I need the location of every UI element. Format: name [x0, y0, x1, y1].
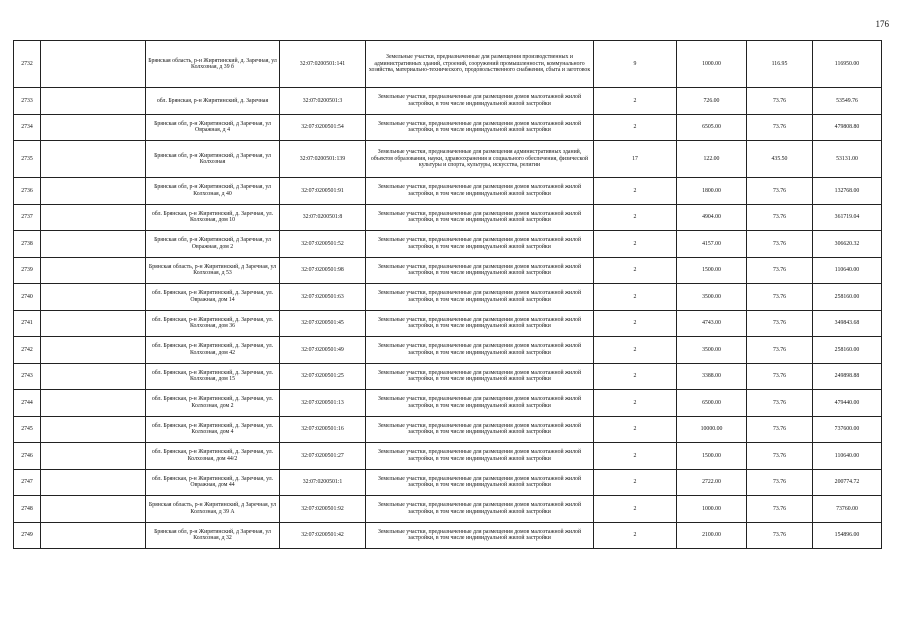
- blank-cell: [41, 88, 146, 115]
- address-cell: Брянская область, р-н Жирятинский, д Заречная, ул Колхозная, д 39 А: [146, 496, 280, 523]
- address-cell: обл. Брянская, р-н Жирятинский, д. Заречная, ул. Колхозная, дом 10: [146, 204, 280, 231]
- use-group-code-cell: 2: [594, 522, 677, 549]
- table-row: [14, 390, 882, 417]
- table-row: [14, 416, 882, 443]
- use-group-code-cell: 2: [594, 337, 677, 364]
- row-number-cell: 2747: [14, 469, 41, 496]
- blank-cell: [41, 204, 146, 231]
- table-row: [14, 363, 882, 390]
- page-number: 176: [875, 19, 889, 29]
- address-cell: Брянская обл, р-н Жирятинский, д Заречная, ул Овражная, дом 2: [146, 231, 280, 258]
- table-row: [14, 443, 882, 470]
- land-use-cell: Земельные участки, предназначенные для размещения домов малоэтажной жилой застройки, в том числе индивидуальной жилой застройки: [366, 257, 594, 284]
- use-group-code-cell: 2: [594, 231, 677, 258]
- use-group-code-cell: 2: [594, 257, 677, 284]
- specific-value-cell: 73.76: [747, 284, 813, 311]
- use-group-code-cell: 2: [594, 88, 677, 115]
- address-cell: обл. Брянская, р-н Жирятинский, д. Заречная, ул. Колхозная, дом 2: [146, 390, 280, 417]
- address-cell: обл. Брянская, р-н Жирятинский, д. Заречная, ул. Колхозная, дом 42: [146, 337, 280, 364]
- cadastral-number-cell: 32:07:0200501:3: [280, 88, 366, 115]
- use-group-code-cell: 17: [594, 141, 677, 178]
- cadastral-number-cell: 32:07:0200501:91: [280, 178, 366, 205]
- table-row: [14, 310, 882, 337]
- table-row: [14, 469, 882, 496]
- use-group-code-cell: 2: [594, 469, 677, 496]
- address-cell: Брянская обл, р-н Жирятинский, д Заречная, ул Колхозная, д 32: [146, 522, 280, 549]
- cadastral-value-cell: 53549.76: [813, 88, 882, 115]
- row-number-cell: 2740: [14, 284, 41, 311]
- row-number-cell: 2732: [14, 41, 41, 88]
- use-group-code-cell: 9: [594, 41, 677, 88]
- blank-cell: [41, 178, 146, 205]
- area-cell: 2100.00: [677, 522, 747, 549]
- cadastral-number-cell: 32:07:0200501:13: [280, 390, 366, 417]
- specific-value-cell: 116.95: [747, 41, 813, 88]
- address-cell: обл. Брянская, р-н Жирятинский, д. Заречная, ул. Овражная, дом 44: [146, 469, 280, 496]
- cadastral-value-cell: 479440.00: [813, 390, 882, 417]
- specific-value-cell: 73.76: [747, 257, 813, 284]
- area-cell: 2722.00: [677, 469, 747, 496]
- cadastral-value-table: [13, 40, 882, 549]
- cadastral-value-cell: 132768.00: [813, 178, 882, 205]
- cadastral-number-cell: 32:07:0200501:98: [280, 257, 366, 284]
- use-group-code-cell: 2: [594, 310, 677, 337]
- blank-cell: [41, 284, 146, 311]
- address-cell: Брянская обл, р-н Жирятинский, д Заречная, ул Колхозная: [146, 141, 280, 178]
- address-cell: обл. Брянская, р-н Жирятинский, д. Заречная, ул. Колхозная, дом 4: [146, 416, 280, 443]
- land-use-cell: Земельные участки, предназначенные для размещения домов малоэтажной жилой застройки, в том числе индивидуальной жилой застройки: [366, 310, 594, 337]
- address-cell: Брянская обл, р-н Жирятинский, д Заречная, ул Колхозная, д 40: [146, 178, 280, 205]
- area-cell: 3500.00: [677, 284, 747, 311]
- land-use-cell: Земельные участки, предназначенные для размещения производственных и административных зданий, строений, сооружений промышленности, коммунального хозяйства, материально-технического, продовольственного снабжения, сбыта и заготовок: [366, 41, 594, 88]
- address-cell: Брянская обл, р-н Жирятинский, д Заречная, ул Овражная, д 4: [146, 114, 280, 141]
- row-number-cell: 2738: [14, 231, 41, 258]
- cadastral-value-cell: 349843.68: [813, 310, 882, 337]
- specific-value-cell: 73.76: [747, 363, 813, 390]
- specific-value-cell: 73.76: [747, 310, 813, 337]
- blank-cell: [41, 141, 146, 178]
- specific-value-cell: 73.76: [747, 443, 813, 470]
- land-use-cell: Земельные участки, предназначенные для размещения домов малоэтажной жилой застройки, в том числе индивидуальной жилой застройки: [366, 204, 594, 231]
- land-use-cell: Земельные участки, предназначенные для размещения домов малоэтажной жилой застройки, в том числе индивидуальной жилой застройки: [366, 337, 594, 364]
- specific-value-cell: 73.76: [747, 496, 813, 523]
- address-cell: Брянская область, р-н Жирятинский, д Заречная, ул Колхозная, д 53: [146, 257, 280, 284]
- table-row: [14, 88, 882, 115]
- area-cell: 122.00: [677, 141, 747, 178]
- cadastral-value-cell: 116950.00: [813, 41, 882, 88]
- land-use-cell: Земельные участки, предназначенные для размещения домов малоэтажной жилой застройки, в том числе индивидуальной жилой застройки: [366, 416, 594, 443]
- row-number-cell: 2733: [14, 88, 41, 115]
- cadastral-number-cell: 32:07:0200501:139: [280, 141, 366, 178]
- area-cell: 4904.00: [677, 204, 747, 231]
- specific-value-cell: 73.76: [747, 390, 813, 417]
- use-group-code-cell: 2: [594, 114, 677, 141]
- area-cell: 10000.00: [677, 416, 747, 443]
- table-row: [14, 284, 882, 311]
- blank-cell: [41, 337, 146, 364]
- land-use-cell: Земельные участки, предназначенные для размещения домов малоэтажной жилой застройки, в том числе индивидуальной жилой застройки: [366, 363, 594, 390]
- table-body: [14, 41, 882, 549]
- address-cell: обл. Брянская, р-н Жирятинский, д. Заречная, ул. Колхозная, дом 44/2: [146, 443, 280, 470]
- cadastral-number-cell: 32:07:0200501:27: [280, 443, 366, 470]
- table-row: [14, 41, 882, 88]
- use-group-code-cell: 2: [594, 178, 677, 205]
- specific-value-cell: 73.76: [747, 337, 813, 364]
- table-row: [14, 204, 882, 231]
- area-cell: 3388.00: [677, 363, 747, 390]
- blank-cell: [41, 496, 146, 523]
- cadastral-number-cell: 32:07:0200501:45: [280, 310, 366, 337]
- table-row: [14, 231, 882, 258]
- blank-cell: [41, 390, 146, 417]
- row-number-cell: 2749: [14, 522, 41, 549]
- cadastral-value-cell: 53131.00: [813, 141, 882, 178]
- table-row: [14, 141, 882, 178]
- specific-value-cell: 73.76: [747, 178, 813, 205]
- cadastral-number-cell: 32:07:0200501:92: [280, 496, 366, 523]
- area-cell: 1500.00: [677, 257, 747, 284]
- land-use-cell: Земельные участки, предназначенные для размещения домов малоэтажной жилой застройки, в том числе индивидуальной жилой застройки: [366, 390, 594, 417]
- use-group-code-cell: 2: [594, 390, 677, 417]
- cadastral-number-cell: 32:07:0200501:49: [280, 337, 366, 364]
- area-cell: 1500.00: [677, 443, 747, 470]
- land-use-cell: Земельные участки, предназначенные для размещения административных зданий, объектов образования, науки, здравоохранения и социального обеспечения, физической культуры и спорта, культуры, искусства, религии: [366, 141, 594, 178]
- row-number-cell: 2746: [14, 443, 41, 470]
- table-row: [14, 337, 882, 364]
- cadastral-number-cell: 32:07:0200501:16: [280, 416, 366, 443]
- row-number-cell: 2742: [14, 337, 41, 364]
- blank-cell: [41, 41, 146, 88]
- specific-value-cell: 73.76: [747, 416, 813, 443]
- address-cell: обл. Брянская, р-н Жирятинский, д. Заречная, ул. Колхозная, дом 15: [146, 363, 280, 390]
- table-row: [14, 178, 882, 205]
- area-cell: 3500.00: [677, 337, 747, 364]
- specific-value-cell: 73.76: [747, 204, 813, 231]
- cadastral-value-cell: 737600.00: [813, 416, 882, 443]
- row-number-cell: 2739: [14, 257, 41, 284]
- row-number-cell: 2748: [14, 496, 41, 523]
- blank-cell: [41, 416, 146, 443]
- blank-cell: [41, 443, 146, 470]
- specific-value-cell: 73.76: [747, 522, 813, 549]
- row-number-cell: 2744: [14, 390, 41, 417]
- area-cell: 4157.00: [677, 231, 747, 258]
- specific-value-cell: 73.76: [747, 231, 813, 258]
- area-cell: 1800.00: [677, 178, 747, 205]
- row-number-cell: 2735: [14, 141, 41, 178]
- cadastral-value-cell: 110640.00: [813, 257, 882, 284]
- cadastral-value-cell: 479808.80: [813, 114, 882, 141]
- cadastral-number-cell: 32:07:0200501:1: [280, 469, 366, 496]
- cadastral-number-cell: 32:07:0200501:8: [280, 204, 366, 231]
- blank-cell: [41, 231, 146, 258]
- use-group-code-cell: 2: [594, 204, 677, 231]
- land-use-cell: Земельные участки, предназначенные для размещения домов малоэтажной жилой застройки, в том числе индивидуальной жилой застройки: [366, 443, 594, 470]
- cadastral-value-cell: 361719.04: [813, 204, 882, 231]
- area-cell: 4743.00: [677, 310, 747, 337]
- address-cell: обл. Брянская, р-н Жирятинский, д. Заречная, ул. Овражная, дом 14: [146, 284, 280, 311]
- table-row: [14, 496, 882, 523]
- row-number-cell: 2741: [14, 310, 41, 337]
- row-number-cell: 2743: [14, 363, 41, 390]
- land-use-cell: Земельные участки, предназначенные для размещения домов малоэтажной жилой застройки, в том числе индивидуальной жилой застройки: [366, 284, 594, 311]
- blank-cell: [41, 469, 146, 496]
- blank-cell: [41, 114, 146, 141]
- area-cell: 1000.00: [677, 41, 747, 88]
- land-use-cell: Земельные участки, предназначенные для размещения домов малоэтажной жилой застройки, в том числе индивидуальной жилой застройки: [366, 522, 594, 549]
- row-number-cell: 2736: [14, 178, 41, 205]
- cadastral-number-cell: 32:07:0200501:63: [280, 284, 366, 311]
- blank-cell: [41, 363, 146, 390]
- use-group-code-cell: 2: [594, 416, 677, 443]
- cadastral-value-cell: 249898.88: [813, 363, 882, 390]
- land-use-cell: Земельные участки, предназначенные для размещения домов малоэтажной жилой застройки, в том числе индивидуальной жилой застройки: [366, 496, 594, 523]
- cadastral-value-cell: 154896.00: [813, 522, 882, 549]
- use-group-code-cell: 2: [594, 363, 677, 390]
- land-use-cell: Земельные участки, предназначенные для размещения домов малоэтажной жилой застройки, в том числе индивидуальной жилой застройки: [366, 231, 594, 258]
- land-use-cell: Земельные участки, предназначенные для размещения домов малоэтажной жилой застройки, в том числе индивидуальной жилой застройки: [366, 88, 594, 115]
- use-group-code-cell: 2: [594, 443, 677, 470]
- land-use-cell: Земельные участки, предназначенные для размещения домов малоэтажной жилой застройки, в том числе индивидуальной жилой застройки: [366, 178, 594, 205]
- land-use-cell: Земельные участки, предназначенные для размещения домов малоэтажной жилой застройки, в том числе индивидуальной жилой застройки: [366, 114, 594, 141]
- address-cell: обл. Брянская, р-н Жирятинский, д. Заречная, ул. Колхозная, дом 36: [146, 310, 280, 337]
- cadastral-number-cell: 32:07:0200501:25: [280, 363, 366, 390]
- cadastral-number-cell: 32:07:0200501:52: [280, 231, 366, 258]
- address-cell: Брянская область, р-н Жирятинский, д. Заречная, ул Колхозная, д 39 б: [146, 41, 280, 88]
- cadastral-number-cell: 32:07:0200501:54: [280, 114, 366, 141]
- area-cell: 6500.00: [677, 390, 747, 417]
- specific-value-cell: 73.76: [747, 114, 813, 141]
- table-row: [14, 522, 882, 549]
- specific-value-cell: 73.76: [747, 469, 813, 496]
- cadastral-value-cell: 110640.00: [813, 443, 882, 470]
- blank-cell: [41, 522, 146, 549]
- cadastral-value-cell: 258160.00: [813, 337, 882, 364]
- row-number-cell: 2745: [14, 416, 41, 443]
- table-row: [14, 114, 882, 141]
- specific-value-cell: 435.50: [747, 141, 813, 178]
- row-number-cell: 2737: [14, 204, 41, 231]
- area-cell: 6505.00: [677, 114, 747, 141]
- area-cell: 1000.00: [677, 496, 747, 523]
- cadastral-number-cell: 32:07:0200501:42: [280, 522, 366, 549]
- address-cell: обл. Брянская, р-н Жирятинский, д. Заречная: [146, 88, 280, 115]
- cadastral-value-cell: 73760.00: [813, 496, 882, 523]
- cadastral-value-cell: 258160.00: [813, 284, 882, 311]
- land-use-cell: Земельные участки, предназначенные для размещения домов малоэтажной жилой застройки, в том числе индивидуальной жилой застройки: [366, 469, 594, 496]
- cadastral-value-cell: 306620.32: [813, 231, 882, 258]
- blank-cell: [41, 310, 146, 337]
- blank-cell: [41, 257, 146, 284]
- cadastral-number-cell: 32:07:0200501:141: [280, 41, 366, 88]
- area-cell: 726.00: [677, 88, 747, 115]
- cadastral-value-cell: 200774.72: [813, 469, 882, 496]
- row-number-cell: 2734: [14, 114, 41, 141]
- specific-value-cell: 73.76: [747, 88, 813, 115]
- use-group-code-cell: 2: [594, 496, 677, 523]
- table-row: [14, 257, 882, 284]
- use-group-code-cell: 2: [594, 284, 677, 311]
